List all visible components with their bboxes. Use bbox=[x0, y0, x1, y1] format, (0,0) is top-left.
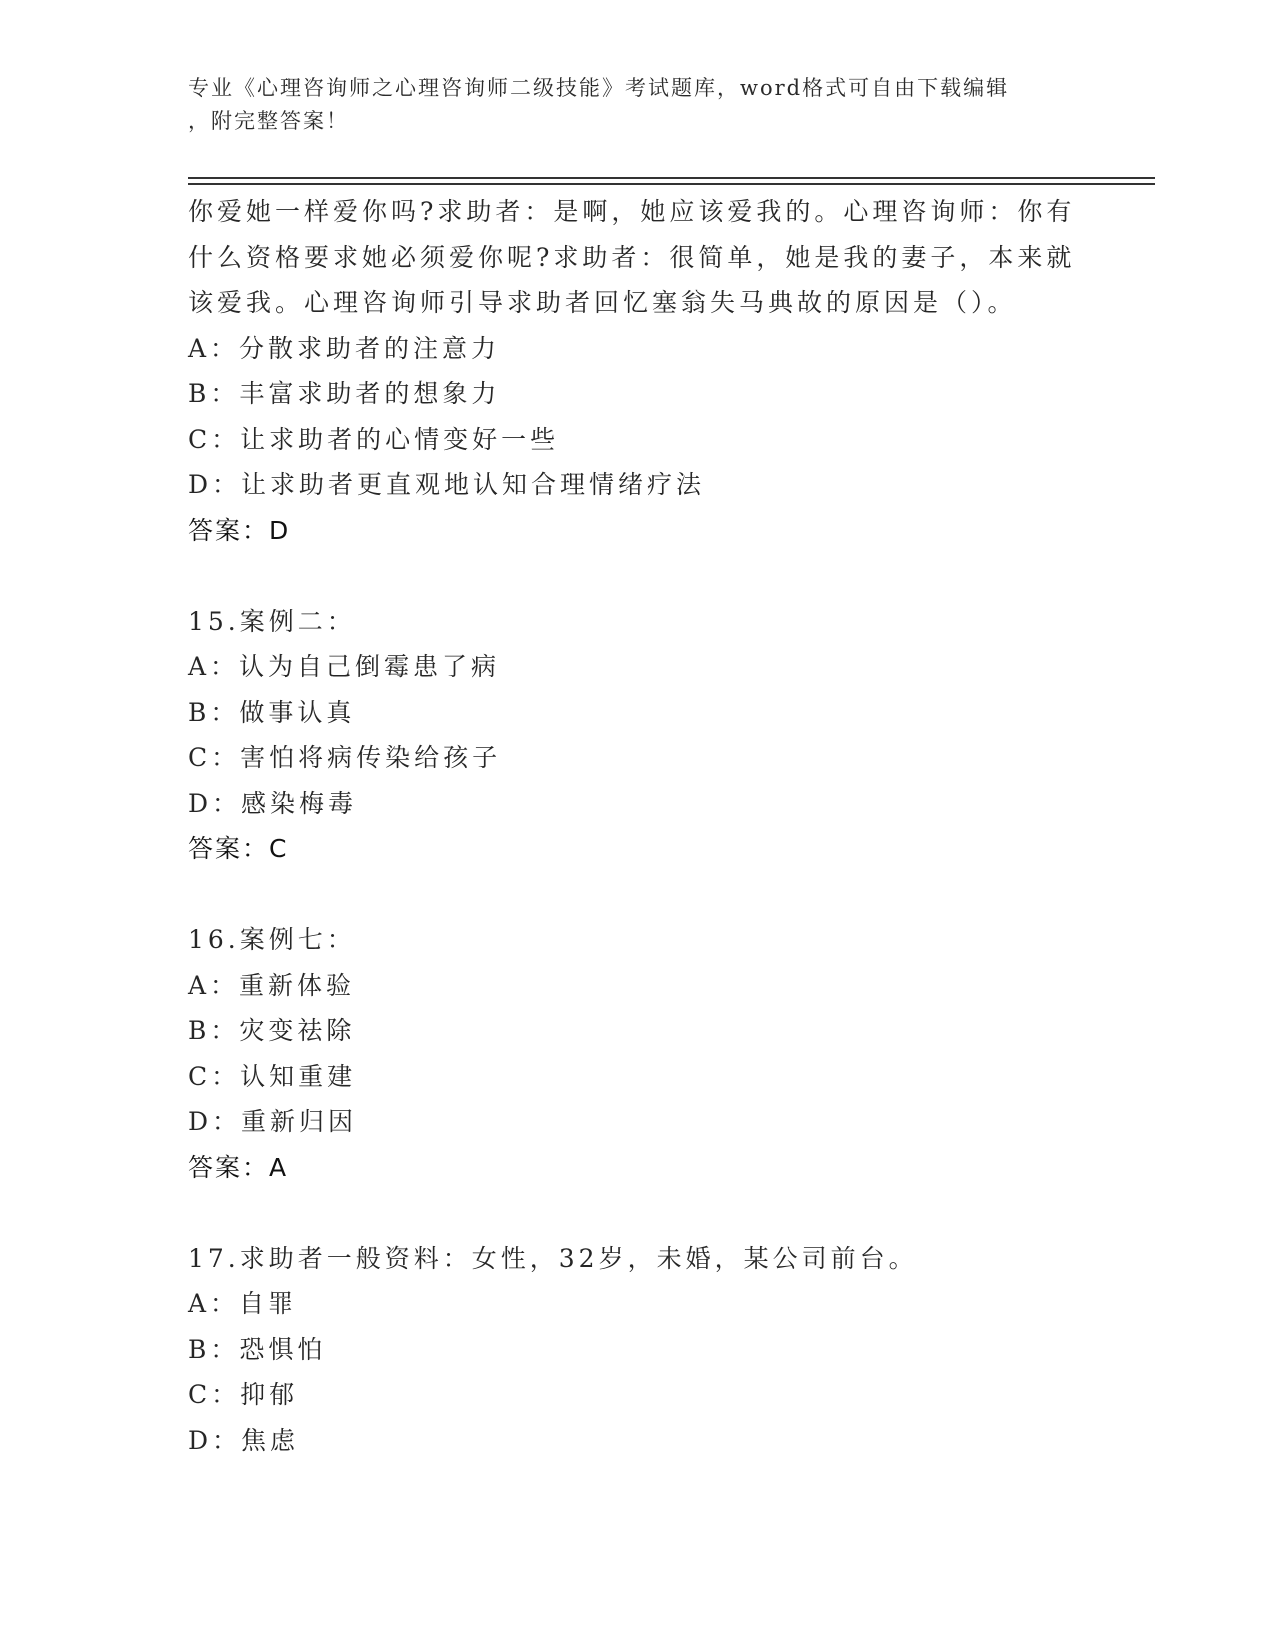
answer-line: 答案：D bbox=[188, 515, 291, 545]
option-a: A：认为自己倒霉患了病 bbox=[188, 652, 501, 681]
question-stem: 16.案例七： bbox=[188, 925, 356, 954]
option-c: C：让求助者的心情变好一些 bbox=[188, 424, 560, 454]
option-d: D：让求助者更直观地认知合理情绪疗法 bbox=[188, 470, 706, 499]
option-a: A：重新体验 bbox=[188, 970, 356, 1000]
document-header bbox=[188, 72, 1088, 138]
question-stem: 17.求助者一般资料：女性，32岁，未婚，某公司前台。 bbox=[188, 1243, 918, 1273]
question-stem-line: 你爱她一样爱你吗?求助者：是啊，她应该爱我的。心理咨询师：你有 bbox=[188, 197, 1076, 226]
option-b: B：恐惧怕 bbox=[188, 1334, 327, 1364]
header-title-line-2: ，附完整答案！ bbox=[188, 109, 349, 133]
question-14 bbox=[188, 189, 1088, 553]
option-b: B：灾变祛除 bbox=[188, 1016, 356, 1045]
answer-line: 答案：A bbox=[188, 1152, 289, 1182]
header-divider-top bbox=[188, 177, 1155, 179]
question-17 bbox=[188, 1236, 1088, 1464]
question-stem-line: 什么资格要求她必须爱你呢?求助者：很简单，她是我的妻子，本来就 bbox=[188, 242, 1076, 272]
spacer bbox=[188, 553, 1088, 599]
question-stem: 15.案例二： bbox=[188, 606, 356, 636]
answer-line: 答案：C bbox=[188, 834, 289, 863]
option-d: D：感染梅毒 bbox=[188, 788, 358, 818]
header-divider-bottom bbox=[188, 183, 1155, 185]
option-c: C：害怕将病传染给孩子 bbox=[188, 743, 502, 772]
question-15 bbox=[188, 599, 1088, 872]
option-c: C：抑郁 bbox=[188, 1380, 299, 1409]
question-16 bbox=[188, 917, 1088, 1190]
option-b: B：做事认真 bbox=[188, 697, 356, 727]
spacer bbox=[188, 872, 1088, 918]
option-c: C：认知重建 bbox=[188, 1061, 357, 1091]
question-stem-line: 该爱我。心理咨询师引导求助者回忆塞翁失马典故的原因是（）。 bbox=[188, 288, 1017, 317]
question-list bbox=[188, 189, 1088, 1463]
option-d: D：重新归因 bbox=[188, 1107, 358, 1136]
option-d: D：焦虑 bbox=[188, 1425, 300, 1455]
header-title-line-1: 专业《心理咨询师之心理咨询师二级技能》考试题库，word格式可自由下载编辑 bbox=[188, 76, 1010, 100]
option-b: B：丰富求助者的想象力 bbox=[188, 379, 501, 408]
option-a: A：分散求助者的注意力 bbox=[188, 333, 501, 363]
option-a: A：自罪 bbox=[188, 1289, 298, 1318]
spacer bbox=[188, 1190, 1088, 1236]
